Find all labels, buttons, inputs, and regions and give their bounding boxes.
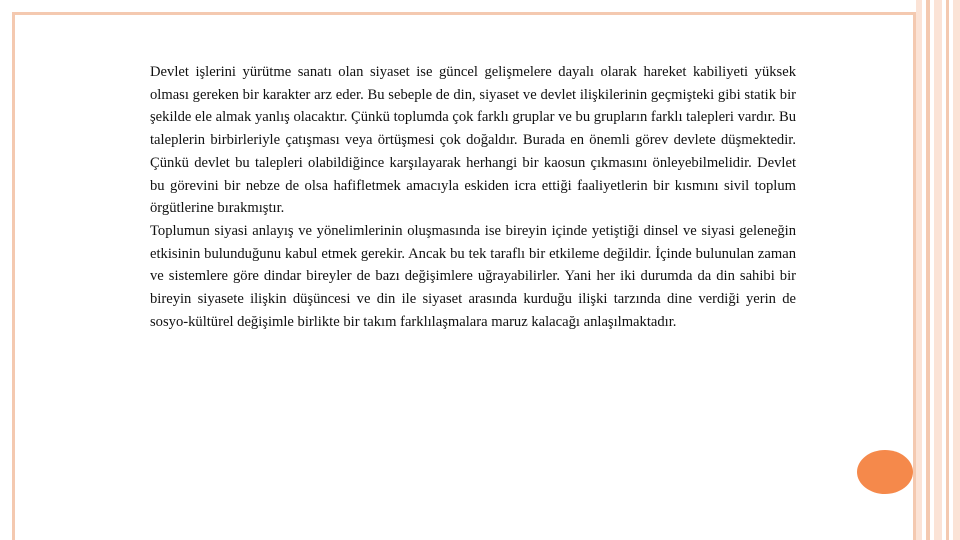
stripe bbox=[934, 0, 942, 540]
decorative-stripes bbox=[916, 0, 960, 540]
stripe bbox=[926, 0, 930, 540]
paragraph: Toplumun siyasi anlayış ve yönelimlerinin oluşmasında ise bireyin içinde yetiştiği dinsel ve siyasi geleneğin etkisinin bulunduğunu kabul etmek gerekir. Ancak bu tek taraflı bir etkileme değildir. İçinde bulunulan zaman ve sistemlere göre dindar bireyler de bazı değişimlere uğrayabilirler. Yani her iki durumda da din sahibi bir bireyin siyasete ilişkin düşüncesi ve din ile siyaset arasında kurduğu ilişki tarzında dine verdiği yerin de sosyo-kültürel değişimle birlikte bir takım farklılaşmalara maruz kalacağı anlaşılmaktadır. bbox=[150, 222, 796, 330]
stripe bbox=[953, 0, 960, 540]
accent-circle bbox=[857, 450, 913, 494]
stripe bbox=[946, 0, 949, 540]
paragraph: Devlet işlerini yürütme sanatı olan siyaset ise güncel gelişmelere dayalı olarak hareket kabiliyeti yüksek olması gereken bir karakter arz eder. Bu sebeple de din, siyaset ve devlet ilişkilerinin geçmişteki gibi statik bir şekilde ele almak yanlış olacaktır. Çünkü toplumda çok farklı gruplar ve bu grupların farklı talepleri vardır. Bu taleplerin birbirleriyle çatışması veya örtüşmesi çok doğaldır. Burada en önemli görev devlete düşmektedir. Çünkü devlet bu talepleri olabildiğince karşılayarak herhangi bir kaosun çıkmasını önleyebilmelidir. Devlet bu görevini bir nebze de olsa hafifletmek amacıyla eskiden icra ettiği faaliyetlerin bir kısmını sivil toplum örgütlerine bırakmıştır. bbox=[150, 64, 796, 217]
stripe bbox=[916, 0, 922, 540]
body-text bbox=[150, 61, 796, 333]
